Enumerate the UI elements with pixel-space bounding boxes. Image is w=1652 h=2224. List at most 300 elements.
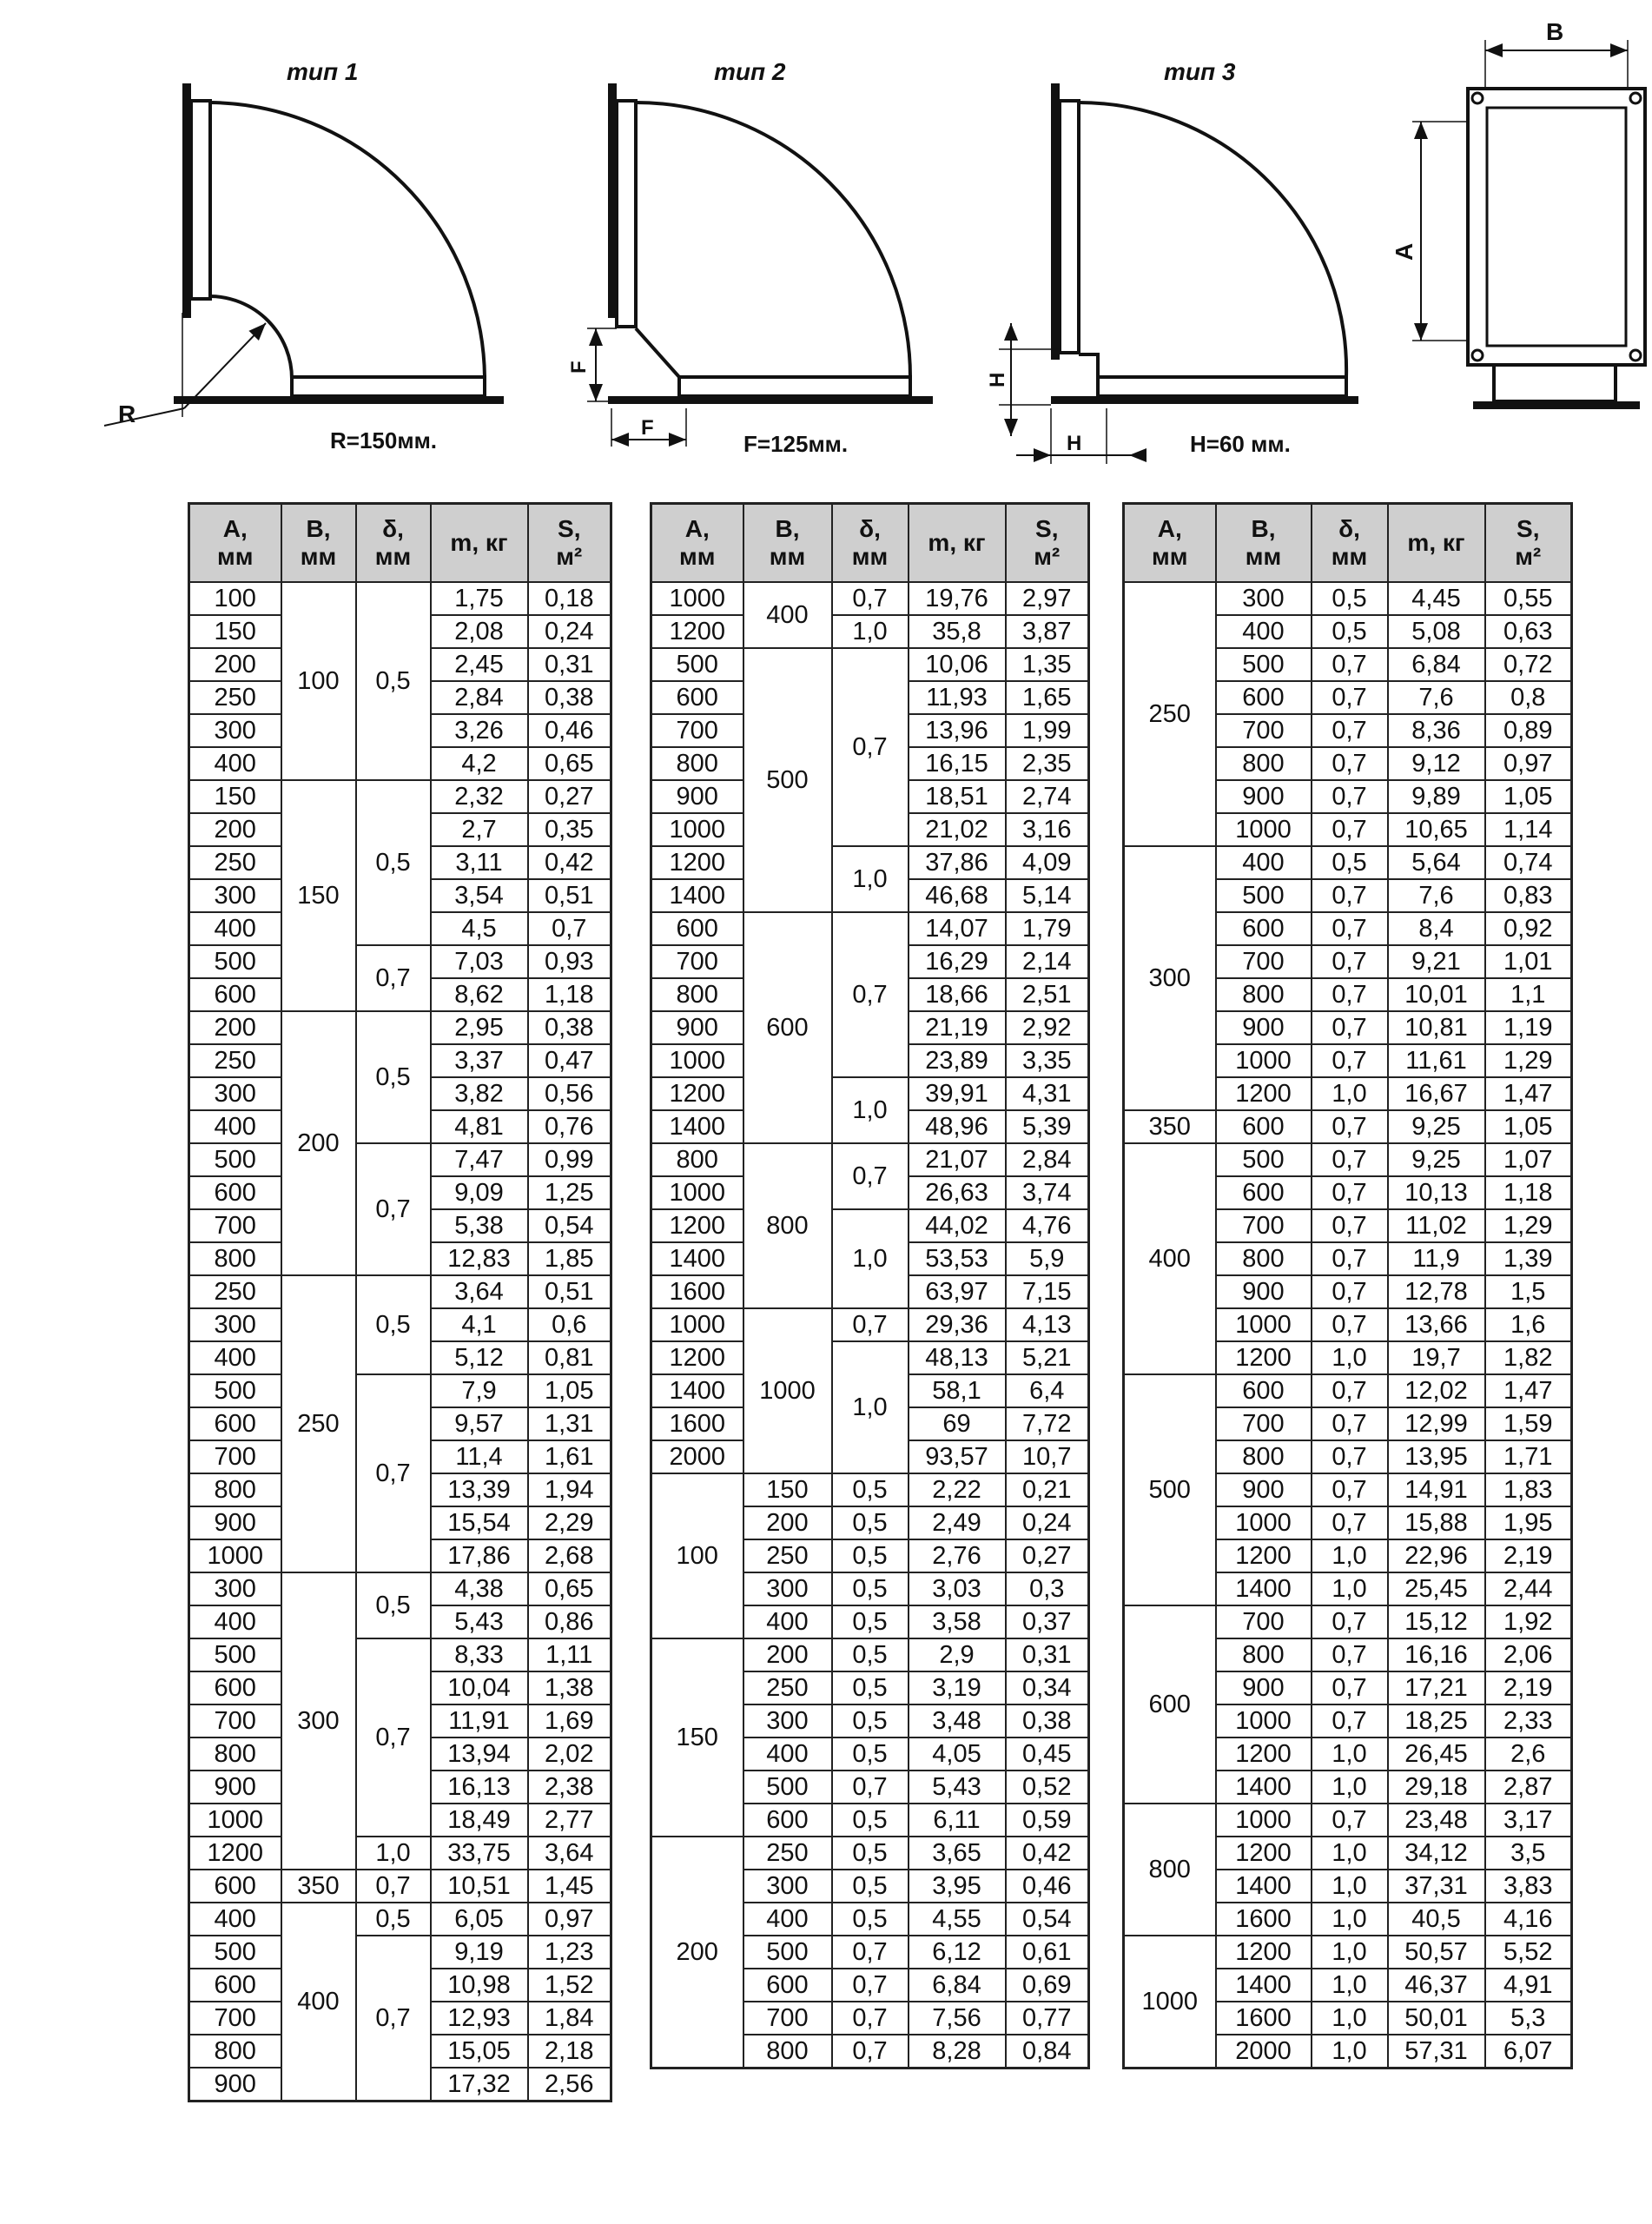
cell-mass: 9,21 [1388,945,1485,978]
cell-mass: 53,53 [909,1242,1006,1275]
cell-a: 600 [189,1176,281,1209]
cell-thickness: 0,7 [356,1936,431,2102]
cell-mass: 69 [909,1407,1006,1440]
cell-mass: 11,4 [431,1440,528,1473]
cell-thickness: 0,7 [832,1771,909,1804]
table-row [651,1077,1089,1110]
cell-area: 1,18 [528,978,611,1011]
cell-area: 0,38 [528,1011,611,1044]
cell-thickness: 0,7 [832,1936,909,1969]
cell-area: 7,15 [1006,1275,1089,1308]
cell-b: 300 [743,1572,832,1605]
cell-area: 1,25 [528,1176,611,1209]
table-row [651,1341,1089,1374]
cell-thickness: 0,5 [832,1704,909,1738]
cell-a: 600 [189,1671,281,1704]
cell-b: 800 [1216,1242,1312,1275]
cell-mass: 7,9 [431,1374,528,1407]
cell-area: 1,11 [528,1638,611,1671]
cell-a: 200 [189,648,281,681]
cell-a: 900 [189,2068,281,2102]
cell-area: 0,27 [1006,1539,1089,1572]
cell-a: 600 [651,681,743,714]
cell-thickness: 0,7 [356,945,431,1011]
header-b: B, мм [1216,504,1312,583]
header-thickness: δ, мм [1312,504,1388,583]
cell-mass: 2,22 [909,1473,1006,1506]
cell-thickness: 0,7 [1312,1804,1388,1837]
cell-a: 250 [189,681,281,714]
cell-b: 600 [1216,1176,1312,1209]
cell-area: 1,85 [528,1242,611,1275]
header-area: S, м² [1485,504,1572,583]
cell-mass: 13,94 [431,1738,528,1771]
cell-area: 3,64 [528,1837,611,1870]
cell-mass: 48,13 [909,1341,1006,1374]
cell-mass: 44,02 [909,1209,1006,1242]
cell-b: 600 [743,1804,832,1837]
cell-area: 0,72 [1485,648,1572,681]
cell-mass: 5,43 [431,1605,528,1638]
cell-thickness: 0,7 [1312,1242,1388,1275]
cell-a: 500 [189,1638,281,1671]
cell-mass: 5,38 [431,1209,528,1242]
cell-b: 700 [743,2002,832,2035]
cell-thickness: 0,7 [1312,1704,1388,1738]
cell-mass: 2,9 [909,1638,1006,1671]
cell-a: 700 [189,1440,281,1473]
cell-thickness: 1,0 [1312,1771,1388,1804]
cell-a: 1200 [189,1837,281,1870]
cell-thickness: 0,5 [356,780,431,945]
cell-thickness: 0,7 [356,1870,431,1903]
cell-thickness: 0,7 [1312,747,1388,780]
cell-thickness: 0,5 [356,1572,431,1638]
cell-mass: 37,86 [909,846,1006,879]
cell-thickness: 1,0 [1312,1738,1388,1771]
cell-area: 0,31 [528,648,611,681]
cell-thickness: 1,0 [1312,1870,1388,1903]
cell-thickness: 0,5 [832,1572,909,1605]
header-mass: m, кг [1388,504,1485,583]
cell-mass: 37,31 [1388,1870,1485,1903]
cell-mass: 15,12 [1388,1605,1485,1638]
cell-mass: 4,55 [909,1903,1006,1936]
cell-area: 3,83 [1485,1870,1572,1903]
type2-title: тип 2 [714,58,786,85]
header-mass: m, кг [431,504,528,583]
cell-area: 0,61 [1006,1936,1089,1969]
cell-thickness: 0,7 [1312,1275,1388,1308]
cell-a: 250 [189,1044,281,1077]
cell-mass: 13,95 [1388,1440,1485,1473]
cell-area: 2,74 [1006,780,1089,813]
cell-b: 400 [743,582,832,648]
cell-area: 1,59 [1485,1407,1572,1440]
cell-a: 500 [651,648,743,681]
type3-h-horizontal-label: H [1067,432,1082,455]
cell-thickness: 0,7 [1312,1440,1388,1473]
cell-area: 1,52 [528,1969,611,2002]
cell-a: 700 [651,945,743,978]
cell-mass: 7,47 [431,1143,528,1176]
cell-a: 1200 [651,1209,743,1242]
cell-mass: 16,67 [1388,1077,1485,1110]
cell-b: 1200 [1216,1738,1312,1771]
cell-area: 0,83 [1485,879,1572,912]
cell-b: 700 [1216,1209,1312,1242]
cell-area: 1,45 [528,1870,611,1903]
cell-thickness: 0,7 [832,912,909,1077]
cell-area: 1,14 [1485,813,1572,846]
cell-area: 1,23 [528,1936,611,1969]
cell-mass: 10,13 [1388,1176,1485,1209]
cell-thickness: 0,7 [1312,681,1388,714]
cell-b: 250 [281,1275,356,1572]
cell-thickness: 0,7 [1312,1605,1388,1638]
cell-area: 0,6 [528,1308,611,1341]
cell-a: 700 [189,2002,281,2035]
cell-mass: 2,76 [909,1539,1006,1572]
cell-a: 1000 [651,1044,743,1077]
cell-b: 600 [743,912,832,1143]
cell-thickness: 0,7 [832,2035,909,2068]
cell-thickness: 0,7 [1312,1407,1388,1440]
cell-thickness: 0,7 [1312,780,1388,813]
cell-area: 0,51 [528,1275,611,1308]
cell-area: 5,52 [1485,1936,1572,1969]
cell-b: 900 [1216,1275,1312,1308]
cell-a: 600 [651,912,743,945]
cell-area: 0,46 [528,714,611,747]
cell-thickness: 1,0 [1312,1969,1388,2002]
cell-a: 300 [189,1308,281,1341]
cell-mass: 8,28 [909,2035,1006,2068]
cell-b: 400 [743,1738,832,1771]
table-row [1124,582,1572,615]
cell-thickness: 0,5 [832,1870,909,1903]
table-row [651,846,1089,879]
cell-area: 0,74 [1485,846,1572,879]
cell-b: 600 [743,1969,832,2002]
cell-b: 300 [743,1704,832,1738]
cell-mass: 12,83 [431,1242,528,1275]
cell-a: 1600 [651,1275,743,1308]
cell-mass: 17,32 [431,2068,528,2102]
cell-mass: 18,25 [1388,1704,1485,1738]
cell-thickness: 0,5 [832,1837,909,1870]
cell-area: 5,9 [1006,1242,1089,1275]
cell-a: 100 [189,582,281,615]
type1-title: тип 1 [287,58,359,85]
cell-b: 2000 [1216,2035,1312,2068]
cell-mass: 10,51 [431,1870,528,1903]
flange-a-label: A [1391,242,1417,261]
cell-thickness: 0,7 [832,648,909,846]
cell-thickness: 0,7 [1312,648,1388,681]
cell-mass: 13,66 [1388,1308,1485,1341]
cell-b: 700 [1216,714,1312,747]
cell-mass: 29,36 [909,1308,1006,1341]
cell-thickness: 0,7 [1312,1671,1388,1704]
cell-b: 200 [281,1011,356,1275]
cell-area: 1,19 [1485,1011,1572,1044]
cell-area: 1,05 [1485,780,1572,813]
cell-mass: 12,93 [431,2002,528,2035]
cell-mass: 10,04 [431,1671,528,1704]
table-row [651,648,1089,681]
cell-mass: 34,12 [1388,1837,1485,1870]
cell-mass: 12,99 [1388,1407,1485,1440]
cell-area: 1,29 [1485,1209,1572,1242]
cell-b: 1000 [1216,1044,1312,1077]
cell-area: 0,51 [528,879,611,912]
cell-a: 700 [189,1704,281,1738]
cell-mass: 21,19 [909,1011,1006,1044]
cell-thickness: 1,0 [832,1341,909,1473]
cell-mass: 2,49 [909,1506,1006,1539]
cell-thickness: 0,7 [1312,1308,1388,1341]
cell-mass: 46,68 [909,879,1006,912]
cell-mass: 10,98 [431,1969,528,2002]
cell-mass: 3,65 [909,1837,1006,1870]
cell-mass: 2,45 [431,648,528,681]
cell-b: 600 [1216,1110,1312,1143]
table-row [1124,846,1572,879]
cell-a: 600 [189,1969,281,2002]
cell-a: 400 [189,1605,281,1638]
cell-b: 900 [1216,1473,1312,1506]
cell-mass: 10,65 [1388,813,1485,846]
cell-mass: 19,76 [909,582,1006,615]
table-row [651,1837,1089,1870]
cell-mass: 50,01 [1388,2002,1485,2035]
cell-mass: 57,31 [1388,2035,1485,2068]
cell-b: 400 [1216,615,1312,648]
cell-mass: 12,78 [1388,1275,1485,1308]
cell-b: 700 [1216,945,1312,978]
cell-a: 1000 [651,1308,743,1341]
cell-thickness: 0,7 [1312,1374,1388,1407]
cell-thickness: 0,7 [832,582,909,615]
cell-mass: 9,25 [1388,1143,1485,1176]
cell-thickness: 0,5 [832,1903,909,1936]
cell-a: 100 [651,1473,743,1638]
cell-mass: 6,11 [909,1804,1006,1837]
cell-b: 1200 [1216,1341,1312,1374]
cell-area: 2,77 [528,1804,611,1837]
cell-area: 3,35 [1006,1044,1089,1077]
cell-thickness: 0,7 [1312,1110,1388,1143]
cell-mass: 12,02 [1388,1374,1485,1407]
cell-area: 2,06 [1485,1638,1572,1671]
cell-thickness: 1,0 [1312,2035,1388,2068]
cell-area: 1,99 [1006,714,1089,747]
cell-mass: 10,81 [1388,1011,1485,1044]
cell-thickness: 1,0 [1312,1572,1388,1605]
cell-area: 1,6 [1485,1308,1572,1341]
cell-thickness: 0,7 [1312,714,1388,747]
cell-thickness: 0,7 [832,1308,909,1341]
cell-area: 0,76 [528,1110,611,1143]
cell-area: 0,52 [1006,1771,1089,1804]
cell-a: 1000 [651,813,743,846]
cell-b: 800 [743,1143,832,1308]
cell-b: 150 [743,1473,832,1506]
cell-b: 400 [281,1903,356,2102]
cell-b: 350 [281,1870,356,1903]
cell-area: 2,19 [1485,1671,1572,1704]
cell-b: 400 [743,1903,832,1936]
cell-area: 0,42 [1006,1837,1089,1870]
table-row [1124,1936,1572,1969]
cell-area: 0,65 [528,747,611,780]
cell-a: 800 [189,2035,281,2068]
cell-a: 600 [189,1407,281,1440]
cell-mass: 33,75 [431,1837,528,1870]
cell-area: 1,65 [1006,681,1089,714]
cell-a: 900 [189,1771,281,1804]
cell-area: 5,21 [1006,1341,1089,1374]
cell-thickness: 1,0 [1312,1837,1388,1870]
cell-a: 600 [189,978,281,1011]
cell-thickness: 0,5 [832,1671,909,1704]
header-a: A, мм [189,504,281,583]
cell-mass: 26,63 [909,1176,1006,1209]
cell-a: 1200 [651,1341,743,1374]
cell-thickness: 0,7 [1312,945,1388,978]
cell-area: 0,84 [1006,2035,1089,2068]
cell-mass: 4,05 [909,1738,1006,1771]
header-b: B, мм [281,504,356,583]
cell-mass: 18,51 [909,780,1006,813]
cell-mass: 5,64 [1388,846,1485,879]
cell-a: 600 [1124,1605,1216,1804]
cell-b: 900 [1216,1671,1312,1704]
elbow-types-diagram [0,0,1652,486]
cell-mass: 7,6 [1388,681,1485,714]
cell-a: 800 [189,1738,281,1771]
cell-b: 600 [1216,1374,1312,1407]
cell-a: 250 [189,1275,281,1308]
cell-area: 0,47 [528,1044,611,1077]
cell-a: 500 [189,1374,281,1407]
cell-area: 0,55 [1485,582,1572,615]
cell-thickness: 0,7 [1312,1638,1388,1671]
cell-a: 800 [1124,1804,1216,1936]
cell-b: 1400 [1216,1572,1312,1605]
cell-b: 1200 [1216,1539,1312,1572]
cell-area: 0,42 [528,846,611,879]
cell-area: 1,94 [528,1473,611,1506]
header-thickness: δ, мм [832,504,909,583]
cell-a: 800 [189,1242,281,1275]
cell-area: 0,24 [528,615,611,648]
cell-thickness: 0,7 [832,1143,909,1209]
cell-area: 0,45 [1006,1738,1089,1771]
cell-a: 800 [189,1473,281,1506]
cell-a: 1000 [189,1804,281,1837]
cell-a: 400 [189,747,281,780]
cell-mass: 39,91 [909,1077,1006,1110]
cell-area: 2,68 [528,1539,611,1572]
cell-thickness: 0,7 [832,1969,909,2002]
cell-mass: 14,91 [1388,1473,1485,1506]
cell-a: 1200 [651,615,743,648]
cell-a: 600 [189,1870,281,1903]
cell-b: 800 [1216,1440,1312,1473]
cell-area: 1,29 [1485,1044,1572,1077]
cell-area: 5,3 [1485,2002,1572,2035]
cell-b: 1400 [1216,1969,1312,2002]
cell-mass: 3,11 [431,846,528,879]
cell-area: 6,07 [1485,2035,1572,2068]
cell-area: 1,47 [1485,1374,1572,1407]
cell-b: 400 [1216,846,1312,879]
cell-mass: 3,19 [909,1671,1006,1704]
cell-area: 1,38 [528,1671,611,1704]
cell-thickness: 0,7 [356,1638,431,1837]
cell-b: 250 [743,1837,832,1870]
cell-a: 1400 [651,1242,743,1275]
elbow-type-3 [986,58,1358,464]
cell-mass: 2,08 [431,615,528,648]
cell-mass: 26,45 [1388,1738,1485,1771]
cell-area: 0,56 [528,1077,611,1110]
table-header [1124,504,1572,583]
cell-area: 5,14 [1006,879,1089,912]
cell-thickness: 0,5 [1312,615,1388,648]
cell-area: 1,05 [528,1374,611,1407]
cell-area: 1,05 [1485,1110,1572,1143]
cell-b: 250 [743,1539,832,1572]
table-row [189,1143,611,1176]
cell-area: 0,27 [528,780,611,813]
cell-mass: 9,12 [1388,747,1485,780]
cell-area: 4,31 [1006,1077,1089,1110]
cell-a: 250 [189,846,281,879]
cell-thickness: 0,5 [356,1903,431,1936]
cell-area: 0,65 [528,1572,611,1605]
table-row [1124,1143,1572,1176]
cell-area: 1,39 [1485,1242,1572,1275]
cell-a: 300 [189,714,281,747]
cell-a: 500 [189,1936,281,1969]
cell-b: 700 [1216,1407,1312,1440]
cell-thickness: 1,0 [832,1209,909,1308]
cell-b: 1000 [743,1308,832,1473]
cell-area: 1,1 [1485,978,1572,1011]
cell-b: 1000 [1216,1804,1312,1837]
cell-area: 1,47 [1485,1077,1572,1110]
cell-mass: 11,91 [431,1704,528,1738]
cell-thickness: 0,7 [1312,1473,1388,1506]
cell-mass: 9,25 [1388,1110,1485,1143]
cell-b: 1400 [1216,1870,1312,1903]
cell-a: 800 [651,747,743,780]
cell-area: 1,01 [1485,945,1572,978]
table-row [189,1374,611,1407]
cell-area: 0,86 [528,1605,611,1638]
cell-thickness: 0,7 [1312,1506,1388,1539]
cell-mass: 17,21 [1388,1671,1485,1704]
cell-area: 4,16 [1485,1903,1572,1936]
cell-a: 900 [651,780,743,813]
cell-a: 1200 [651,1077,743,1110]
cell-thickness: 1,0 [832,615,909,648]
cell-a: 900 [651,1011,743,1044]
type2-caption: F=125мм. [743,431,849,457]
